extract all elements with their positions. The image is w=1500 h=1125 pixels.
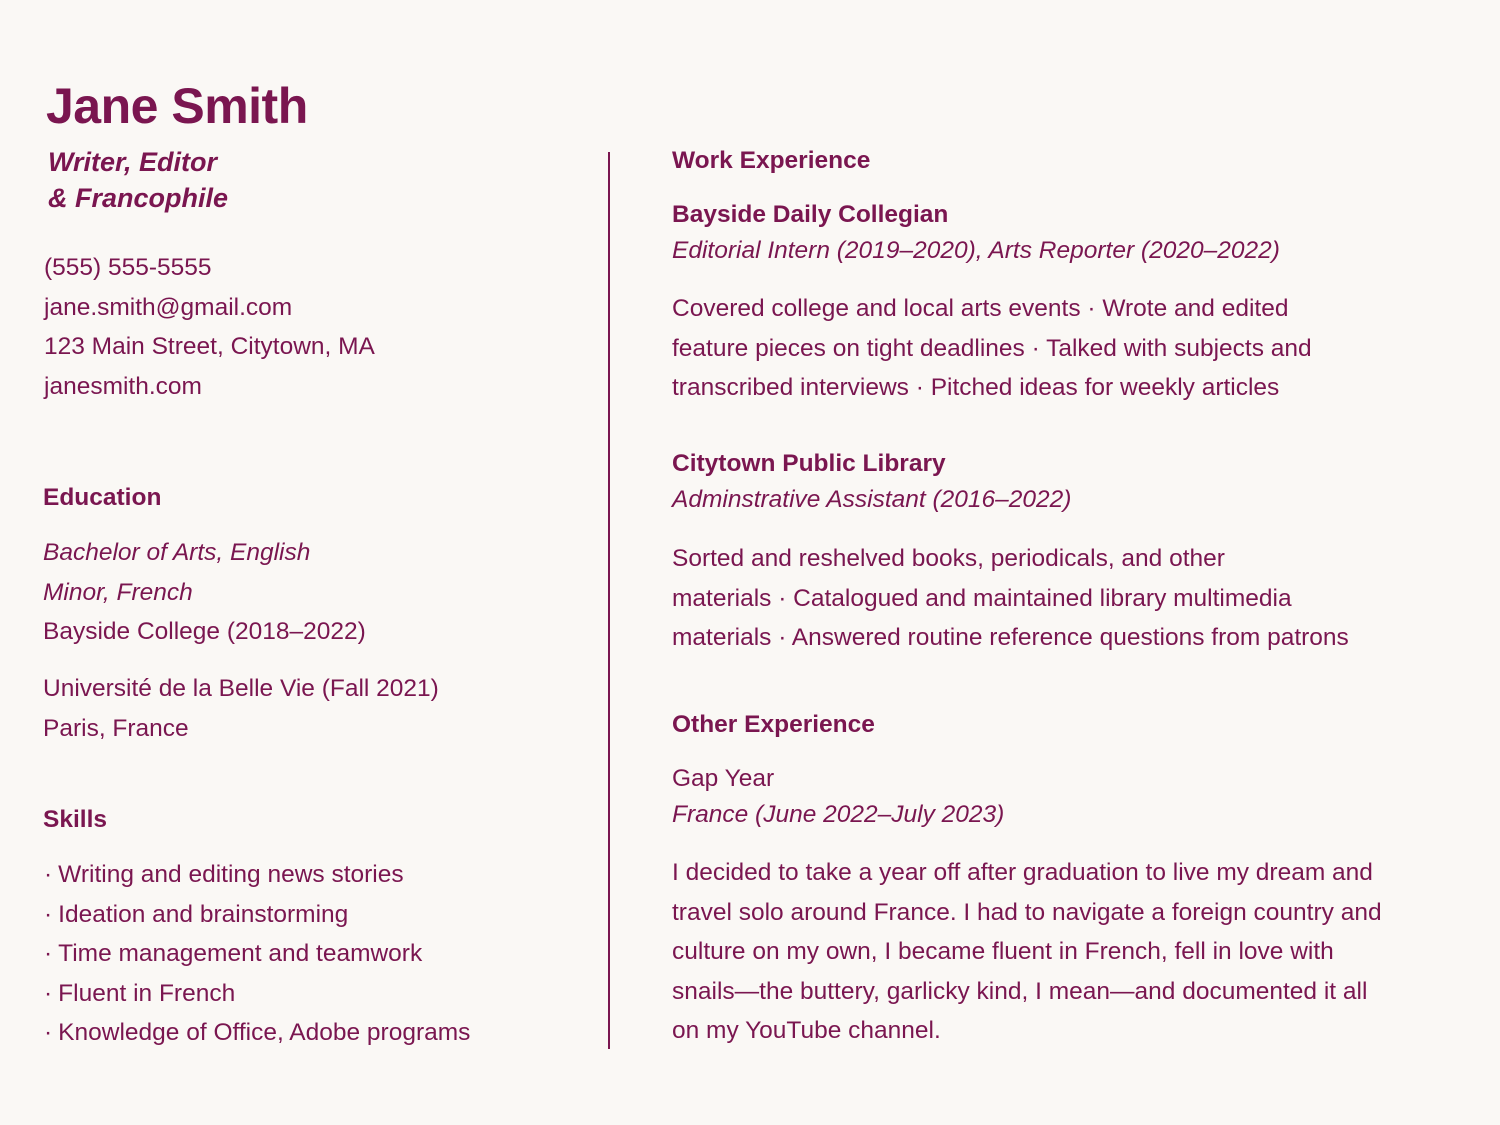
skill-text: Time management and teamwork xyxy=(58,940,423,967)
tagline xyxy=(48,144,228,216)
skills-list xyxy=(44,855,470,1053)
list-item xyxy=(44,895,470,935)
bullet-icon: · xyxy=(44,861,53,888)
name-heading: Jane Smith xyxy=(46,78,308,134)
website-link: janesmith.com xyxy=(44,372,202,400)
degree: Bachelor of Arts, English xyxy=(43,539,311,566)
phone-number: (555) 555-5555 xyxy=(44,254,212,281)
other-role: France (June 2022–July 2023) xyxy=(672,801,1005,828)
description-line: Sorted and reshelved books, periodicals, and other xyxy=(672,545,1225,572)
description-line: culture on my own, I became fluent in French, fell in love with xyxy=(672,938,1334,965)
school: Université de la Belle Vie (Fall 2021) xyxy=(43,675,439,702)
skill-text: Ideation and brainstorming xyxy=(58,900,349,928)
description-line: Covered college and local arts events · Wrote and edited xyxy=(672,295,1289,322)
description-line: materials · Catalogued and maintained library multimedia xyxy=(672,584,1292,612)
minor: Minor, French xyxy=(43,578,193,606)
other-entry xyxy=(672,761,1004,833)
work-experience-heading: Work Experience xyxy=(672,147,871,174)
description-line: feature pieces on tight deadlines · Talked with subjects and xyxy=(672,334,1312,362)
list-item xyxy=(44,855,470,895)
list-item xyxy=(44,1013,470,1053)
email-address: jane.smith@gmail.com xyxy=(44,293,293,321)
job-description xyxy=(672,539,1349,658)
job-role: Editorial Intern (2019–2020), Arts Reporter (2020–2022) xyxy=(672,237,1280,264)
skill-text: Knowledge of Office, Adobe programs xyxy=(58,1019,471,1046)
education-entry xyxy=(43,669,439,748)
list-item xyxy=(44,934,470,974)
job-role: Adminstrative Assistant (2016–2022) xyxy=(672,486,1072,513)
job-organization: Bayside Daily Collegian xyxy=(672,201,949,228)
description-line: travel solo around France. I had to navigate a foreign country and xyxy=(672,898,1382,926)
bullet-icon: · xyxy=(44,979,53,1007)
job-description xyxy=(672,289,1312,408)
other-title: Gap Year xyxy=(672,765,775,792)
other-experience-heading: Other Experience xyxy=(672,711,875,738)
bullet-icon: · xyxy=(44,940,53,967)
tagline-line: Writer, Editor xyxy=(48,147,218,177)
job-entry xyxy=(672,446,1071,518)
education-entry xyxy=(43,533,366,652)
description-line: transcribed interviews · Pitched ideas for weekly articles xyxy=(672,374,1280,401)
column-divider xyxy=(608,152,610,1049)
description-line: on my YouTube channel. xyxy=(672,1017,941,1044)
bullet-icon: · xyxy=(44,900,53,928)
description-line: snails—the buttery, garlicky kind, I mean—and documented it all xyxy=(672,977,1368,1005)
tagline-line: & Francophile xyxy=(48,183,229,213)
job-entry xyxy=(672,197,1280,269)
skill-text: Writing and editing news stories xyxy=(58,861,404,888)
other-description xyxy=(672,853,1382,1051)
school-location: Paris, France xyxy=(43,714,189,742)
skills-heading: Skills xyxy=(43,806,108,833)
job-organization: Citytown Public Library xyxy=(672,450,946,477)
description-line: I decided to take a year off after graduation to live my dream and xyxy=(672,859,1373,886)
street-address: 123 Main Street, Citytown, MA xyxy=(44,333,375,360)
description-line: materials · Answered routine reference questions from patrons xyxy=(672,624,1349,651)
skill-text: Fluent in French xyxy=(58,979,236,1007)
school: Bayside College (2018–2022) xyxy=(43,618,366,645)
bullet-icon: · xyxy=(44,1019,53,1046)
contact-block xyxy=(44,248,375,406)
list-item xyxy=(44,974,470,1014)
education-heading: Education xyxy=(43,484,162,511)
